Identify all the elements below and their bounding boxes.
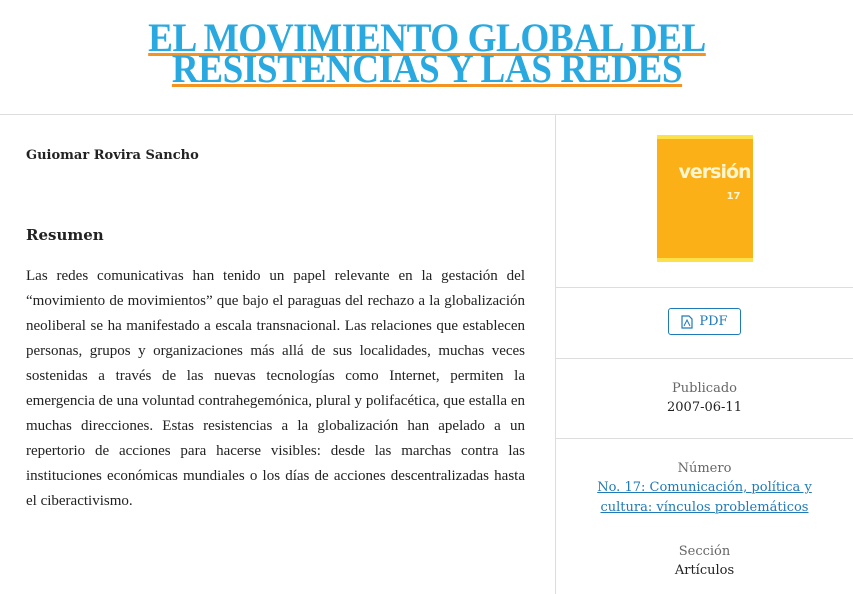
issue-label: Número (677, 461, 732, 476)
abstract-heading: Resumen (26, 226, 104, 244)
pdf-label: PDF (699, 314, 728, 329)
section-label: Sección (678, 544, 731, 559)
issue-cover-image[interactable] (657, 135, 753, 262)
published-date: 2007-06-11 (667, 400, 742, 415)
pdf-download-button[interactable] (668, 308, 740, 335)
section-value: Artículos (674, 563, 735, 578)
author-name: Guiomar Rovira Sancho (26, 148, 199, 163)
sidebar (556, 115, 853, 594)
published-label: Publicado (672, 381, 737, 396)
main-content (0, 115, 556, 594)
header (0, 0, 853, 115)
issue-link[interactable]: No. 17: Comunicación, política y cultura: vínculos problemáticos (597, 480, 812, 515)
article-title[interactable]: EL MOVIMIENTO GLOBAL DEL RESISTENCIAS Y LAS REDES (147, 15, 706, 91)
cover-logo: versión (678, 161, 751, 183)
cover-number: 17 (726, 191, 741, 202)
pdf-file-icon (681, 315, 693, 329)
abstract-text: Las redes comunicativas han tenido un papel relevante en la gestación del “movimiento de movimientos” que bajo el paraguas del rechazo a la globalización neoliberal se ha manifestado a escala transnacional. Las relaciones que establecen personas, grupos y organizaciones más allá de sus localidades, muchas veces sostenidas a través de las nuevas tecnologías como Internet, permiten la emergencia de una voluntad contrahegemónica, plural y polifacética, que estalla en muchas direcciones. Estas resistencias a la globalización han apelado a un repertorio de acciones para hacerse visibles: desde las marchas contra las instituciones económicas mundiales o los días de acciones descentralizadas hasta el ciberactivismo. (26, 268, 525, 509)
